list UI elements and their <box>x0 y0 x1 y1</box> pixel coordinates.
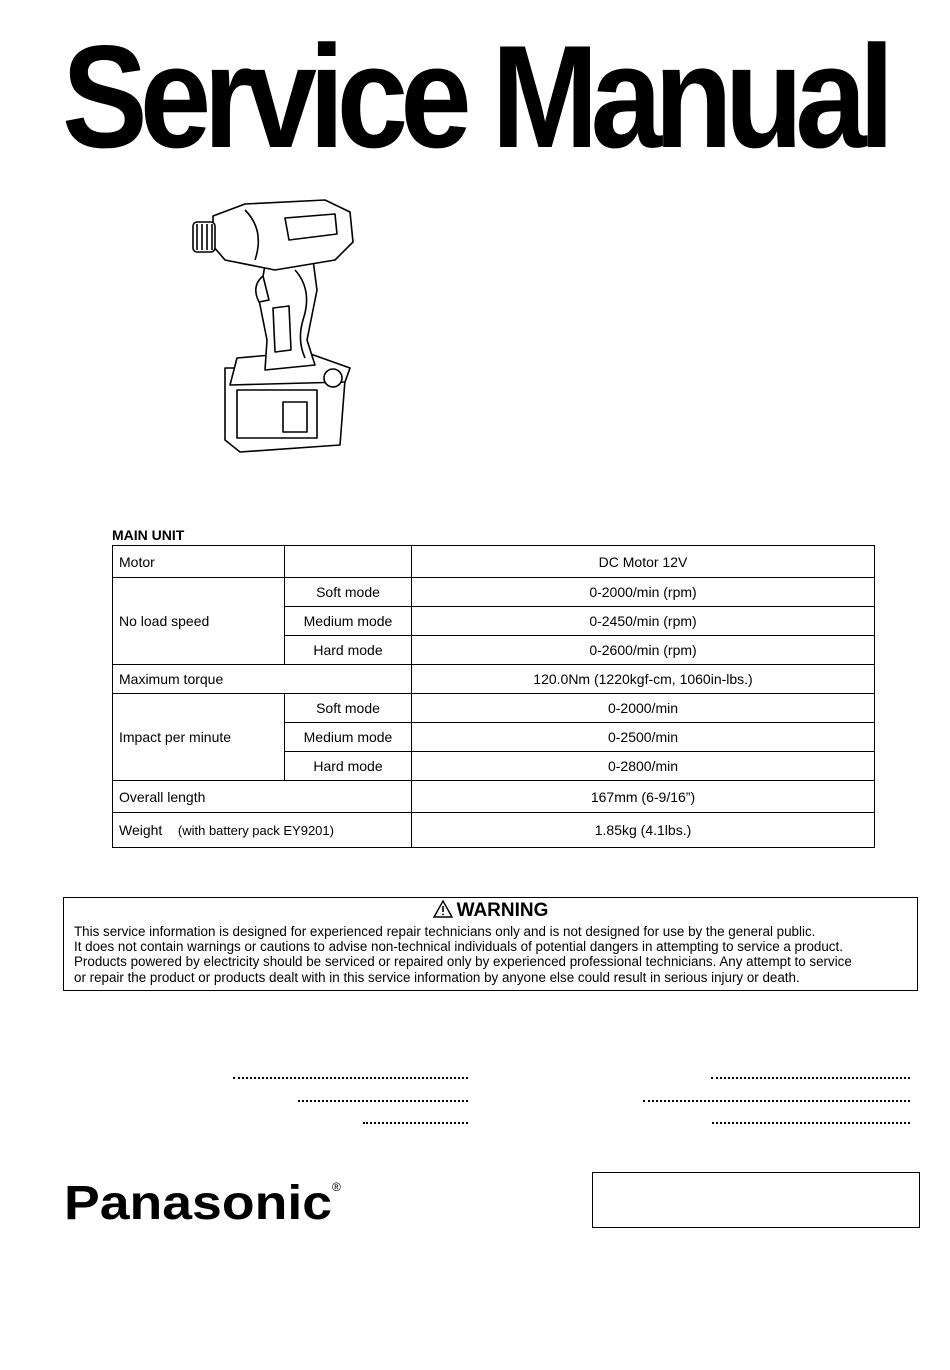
dotted-leader <box>643 1100 910 1102</box>
table-row <box>113 665 875 694</box>
max-torque-value: 120.0Nm (1220kgf-cm, 1060in-lbs.) <box>412 665 875 694</box>
warning-line: Products powered by electricity should be serviced or repaired only by experienced professional technicians. Any attempt to service <box>74 954 852 970</box>
page-title: Service Manual <box>62 15 887 178</box>
impact-value: 0-2800/min <box>412 752 875 781</box>
mode-label: Medium mode <box>285 723 412 752</box>
empty-cell <box>285 546 412 578</box>
table-row <box>113 546 875 578</box>
table-row <box>113 781 875 813</box>
weight-label: Weight <box>119 822 163 838</box>
info-box <box>592 1172 920 1228</box>
mode-label: Soft mode <box>285 694 412 723</box>
overall-length-value: 167mm (6-9/16”) <box>412 781 875 813</box>
weight-label-cell <box>113 813 412 848</box>
panasonic-logo <box>64 1175 346 1225</box>
spec-table <box>112 545 875 848</box>
impact-value: 0-2500/min <box>412 723 875 752</box>
dotted-leader <box>233 1077 468 1079</box>
dotted-leader <box>712 1122 910 1124</box>
dotted-leader <box>298 1100 468 1102</box>
dotted-leader <box>711 1077 910 1079</box>
registered-mark: ® <box>332 1180 341 1194</box>
motor-label: Motor <box>113 546 285 578</box>
speed-value: 0-2600/min (rpm) <box>412 636 875 665</box>
weight-note: (with battery pack EY9201) <box>177 823 334 838</box>
warning-triangle-icon <box>433 900 453 918</box>
impact-value: 0-2000/min <box>412 694 875 723</box>
warning-line: This service information is designed for experienced repair technicians only and is not designed for use by the general public. <box>74 924 816 939</box>
no-load-speed-label: No load speed <box>113 578 285 665</box>
table-row <box>113 578 875 607</box>
overall-length-label: Overall length <box>113 781 412 813</box>
max-torque-label: Maximum torque <box>113 665 412 694</box>
warning-text <box>74 924 852 985</box>
brand-name: Panasonic <box>64 1177 332 1225</box>
warning-heading <box>64 900 917 922</box>
mode-label: Medium mode <box>285 607 412 636</box>
speed-value: 0-2000/min (rpm) <box>412 578 875 607</box>
impact-per-minute-label: Impact per minute <box>113 694 285 781</box>
spec-table-caption: MAIN UNIT <box>112 527 185 543</box>
warning-line: It does not contain warnings or cautions to advise non-technical individuals of potential dangers in attempting to service a product. <box>74 939 843 955</box>
table-row <box>113 813 875 848</box>
warning-box <box>63 897 918 991</box>
mode-label: Soft mode <box>285 578 412 607</box>
weight-value: 1.85kg (4.1lbs.) <box>412 813 875 848</box>
warning-title: WARNING <box>456 900 549 921</box>
warning-line: or repair the product or products dealt with in this service information by anyone else could result in serious injury or death. <box>74 969 800 985</box>
mode-label: Hard mode <box>285 752 412 781</box>
table-row <box>113 694 875 723</box>
dotted-leader <box>363 1122 468 1124</box>
speed-value: 0-2450/min (rpm) <box>412 607 875 636</box>
impact-driver-icon <box>185 190 365 460</box>
motor-value: DC Motor 12V <box>412 546 875 578</box>
mode-label: Hard mode <box>285 636 412 665</box>
